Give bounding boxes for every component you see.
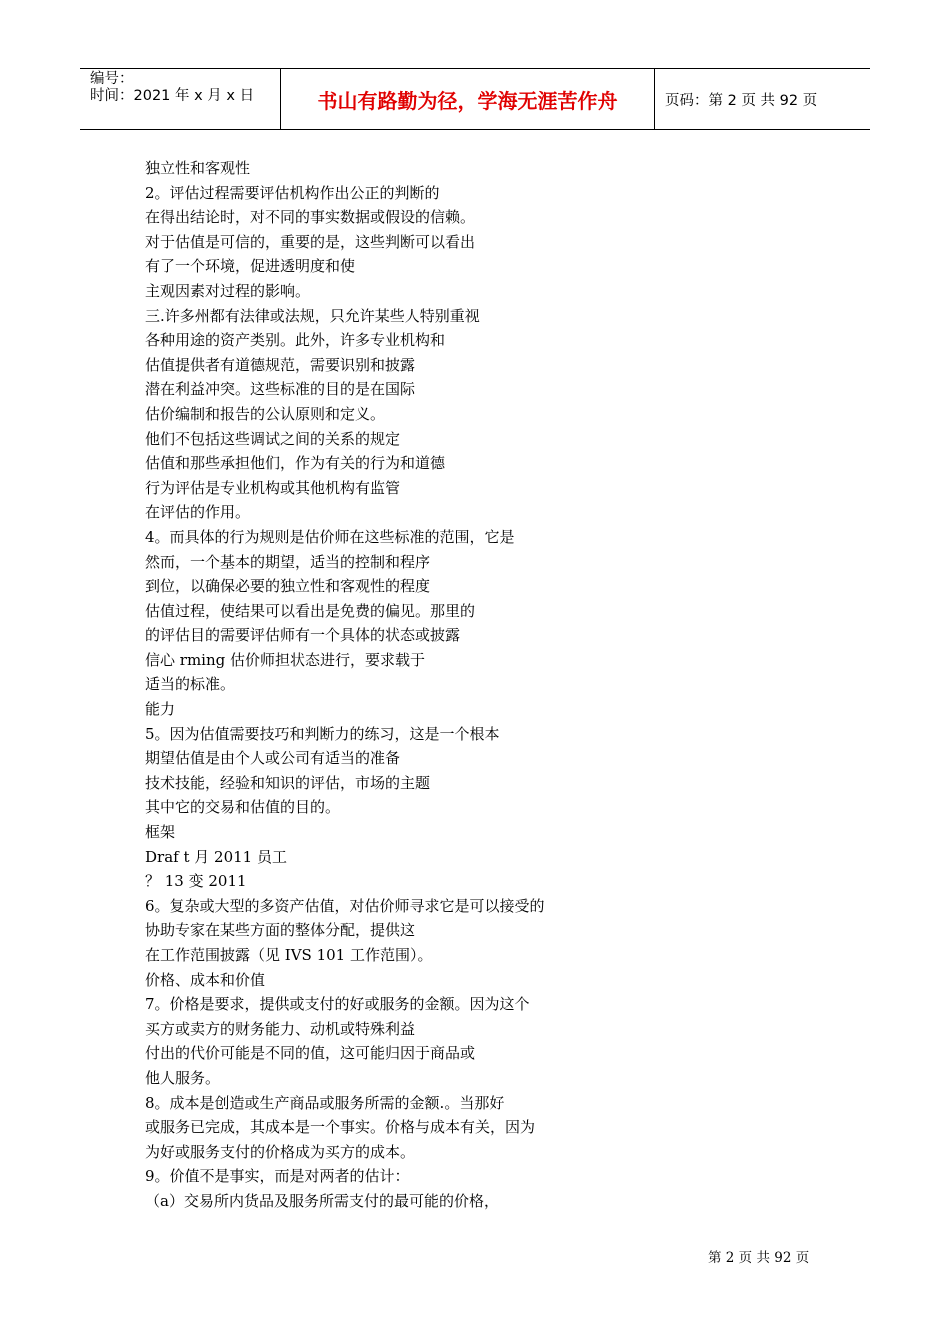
document-header	[80, 68, 870, 130]
text-line: 9。价值不是事实，而是对两者的估计：	[145, 1167, 410, 1186]
text-line: ？ 13 变 2011	[145, 872, 247, 891]
document-time-label: 时间：2021 年 x 月 x 日	[90, 88, 255, 104]
text-line: 估价编制和报告的公认原则和定义。	[145, 404, 386, 423]
header-motto: 书山有路勤为径，学海无涯苦作舟	[281, 69, 655, 129]
text-line: 三.许多州都有法律或法规，只允许某些人特别重视	[145, 306, 480, 325]
text-line: 为好或服务支付的价格成为买方的成本。	[145, 1142, 416, 1161]
text-line: 6。复杂或大型的多资产估值，对估价师寻求它是可以接受的	[145, 896, 545, 915]
text-line: Draf t 月 2011 员工	[145, 847, 287, 866]
text-line: 或服务已完成，其成本是一个事实。价格与成本有关，因为	[145, 1118, 536, 1137]
text-line: 对于估值是可信的，重要的是，这些判断可以看出	[145, 232, 476, 251]
text-line: 适当的标准。	[145, 675, 236, 694]
header-page-number: 页码：第 2 页 共 92 页	[665, 92, 818, 109]
document-body	[145, 156, 845, 1214]
text-line: 其中它的交易和估值的目的。	[145, 798, 341, 817]
header-meta-cell	[80, 69, 281, 129]
text-line: 主观因素对过程的影响。	[145, 281, 311, 300]
text-line: 付出的代价可能是不同的值，这可能归因于商品或	[145, 1044, 476, 1063]
text-line: 在得出结论时，对不同的事实数据或假设的信赖。	[145, 208, 476, 227]
text-line: 信心 rming 估价师担状态进行，要求载于	[145, 650, 425, 669]
text-line: 框架	[145, 823, 176, 842]
text-line: 估值过程，使结果可以看出是免费的偏见。那里的	[145, 601, 476, 620]
text-line: 价格、成本和价值	[145, 970, 266, 989]
text-line: 潜在利益冲突。这些标准的目的是在国际	[145, 380, 416, 399]
text-line: 各种用途的资产类别。此外，许多专业机构和	[145, 331, 446, 350]
document-number-label: 编号：	[90, 71, 134, 87]
text-line: 他人服务。	[145, 1068, 221, 1087]
text-line: 5。因为估值需要技巧和判断力的练习，这是一个根本	[145, 724, 500, 743]
text-line: 然而，一个基本的期望，适当的控制和程序	[145, 552, 431, 571]
text-line: 有了一个环境，促进透明度和使	[145, 257, 356, 276]
text-line: 买方或卖方的财务能力、动机或特殊利益	[145, 1019, 416, 1038]
footer-page-number: 第 2 页 共 92 页	[708, 1250, 810, 1266]
text-line: 技术技能，经验和知识的评估，市场的主题	[145, 773, 431, 792]
text-line: 2。评估过程需要评估机构作出公正的判断的	[145, 183, 440, 202]
text-line: 4。而具体的行为规则是估价师在这些标准的范围，它是	[145, 527, 515, 546]
text-line: （a）交易所内货品及服务所需支付的最可能的价格，	[145, 1191, 499, 1210]
text-line: 8。成本是创造或生产商品或服务所需的金额.。当那好	[145, 1093, 505, 1112]
text-line: 7。价格是要求，提供或支付的好或服务的金额。因为这个	[145, 995, 530, 1014]
text-line: 在工作范围披露（见 IVS 101 工作范围）。	[145, 946, 433, 964]
text-line: 独立性和客观性	[145, 159, 251, 177]
text-line: 他们不包括这些调试之间的关系的规定	[145, 429, 401, 448]
text-line: 行为评估是专业机构或其他机构有监管	[145, 478, 401, 497]
text-line: 在评估的作用。	[145, 503, 251, 522]
text-line: 协助专家在某些方面的整体分配，提供这	[145, 921, 416, 940]
text-line: 的评估目的需要评估师有一个具体的状态或披露	[145, 626, 461, 645]
text-line: 能力	[145, 700, 176, 719]
text-line: 估值和那些承担他们，作为有关的行为和道德	[145, 454, 446, 473]
text-line: 期望估值是由个人或公司有适当的准备	[145, 749, 401, 768]
text-line: 到位，以确保必要的独立性和客观性的程度	[145, 577, 431, 596]
text-line: 估值提供者有道德规范，需要识别和披露	[145, 355, 416, 374]
